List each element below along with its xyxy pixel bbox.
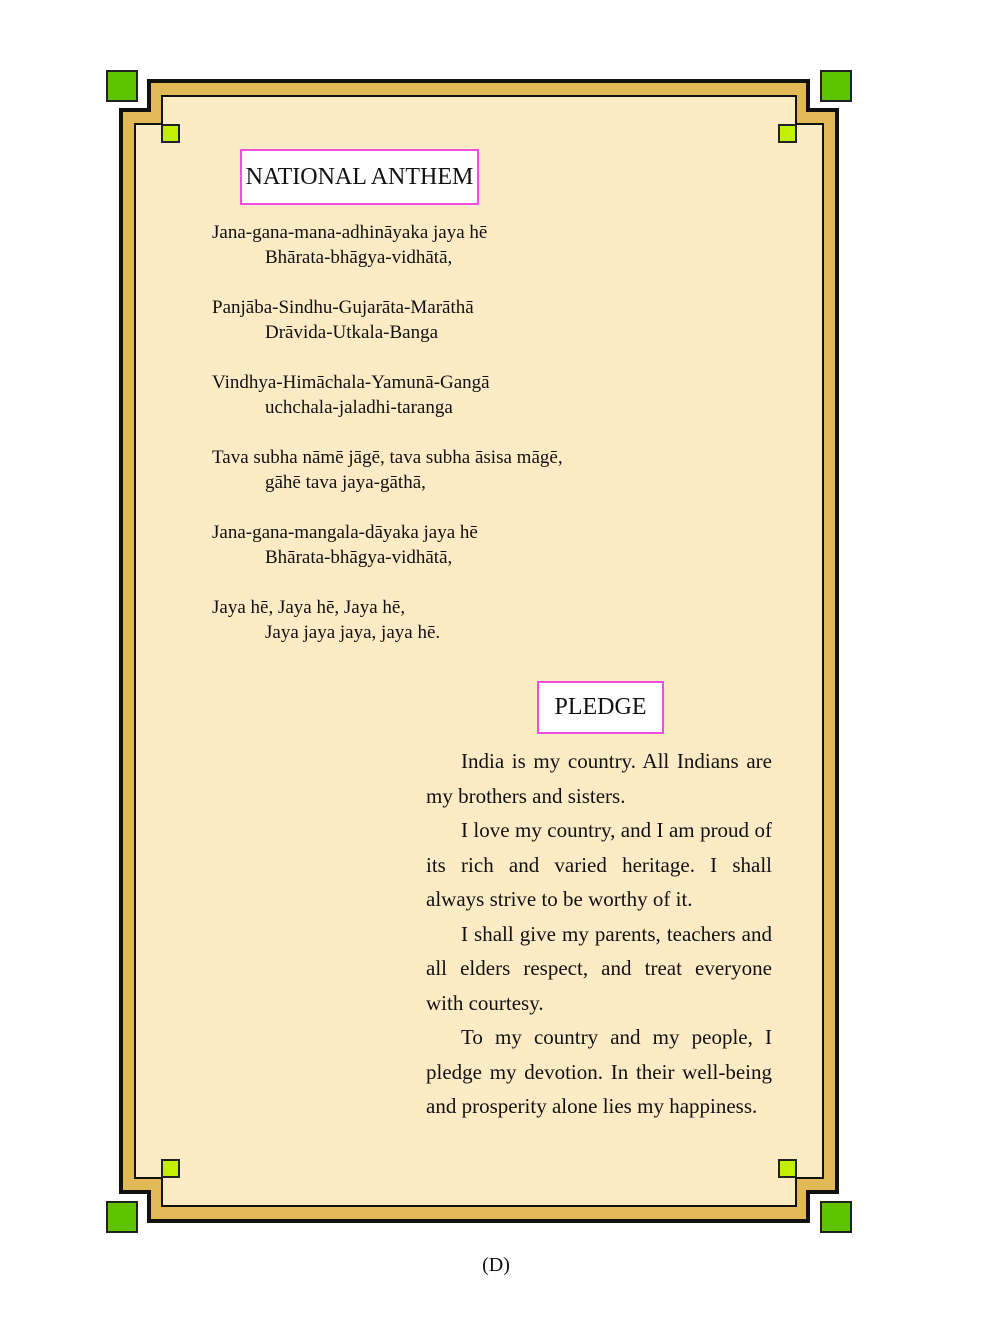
pledge-text: [426, 744, 772, 1124]
pledge-paragraph: To my country and my people, I pledge my devotion. In their well-being and prosperity alone lies my happiness.: [426, 1025, 772, 1118]
pledge-paragraph: I shall give my parents, teachers and all elders respect, and treat everyone with courtesy.: [426, 921, 772, 1015]
anthem-line: Jana-gana-mangala-dāyaka jaya hē: [212, 522, 478, 543]
anthem-stanza: [212, 370, 563, 420]
anthem-line: Vindhya-Himāchala-Yamunā-Gangā: [212, 372, 490, 393]
anthem-line: Jaya jaya jaya, jaya hē.: [265, 622, 441, 643]
corner-square-outer: [821, 71, 851, 101]
corner-square-inner: [779, 1160, 796, 1177]
anthem-line: Drāvida-Utkala-Banga: [265, 322, 439, 343]
corner-square-outer: [821, 1202, 851, 1232]
corner-square-inner: [162, 1160, 179, 1177]
pledge-paragraph: I love my country, and I am proud of its rich and varied heritage. I shall always strive to be worthy of it.: [426, 818, 772, 911]
anthem-title-text: NATIONAL ANTHEM: [245, 163, 474, 190]
pledge-title-text: PLEDGE: [554, 694, 647, 720]
corner-square-inner: [162, 125, 179, 142]
anthem-text: [212, 220, 563, 670]
page-number: (D): [482, 1254, 510, 1276]
pledge-title: [537, 681, 664, 734]
anthem-line: gāhē tava jaya-gāthā,: [265, 472, 426, 493]
pledge-paragraph: India is my country. All Indians are my brothers and sisters.: [426, 749, 772, 808]
anthem-stanza: [212, 295, 563, 345]
anthem-stanza: [212, 520, 563, 570]
anthem-title: [240, 149, 479, 205]
corner-square-outer: [107, 1202, 137, 1232]
anthem-line: Bhārata-bhāgya-vidhātā,: [265, 547, 453, 568]
anthem-stanza: [212, 220, 563, 270]
anthem-line: Jana-gana-mana-adhināyaka jaya hē: [212, 222, 488, 243]
anthem-line: Tava subha nāmē jāgē, tava subha āsisa māgē,: [212, 447, 563, 468]
corner-square-outer: [107, 71, 137, 101]
anthem-stanza: [212, 445, 563, 495]
anthem-stanza: [212, 595, 563, 645]
anthem-line: uchchala-jaladhi-taranga: [265, 397, 453, 418]
anthem-line: Bhārata-bhāgya-vidhātā,: [265, 247, 453, 268]
anthem-line: Panjāba-Sindhu-Gujarāta-Marāthā: [212, 297, 474, 318]
anthem-line: Jaya hē, Jaya hē, Jaya hē,: [212, 597, 406, 618]
corner-square-inner: [779, 125, 796, 142]
